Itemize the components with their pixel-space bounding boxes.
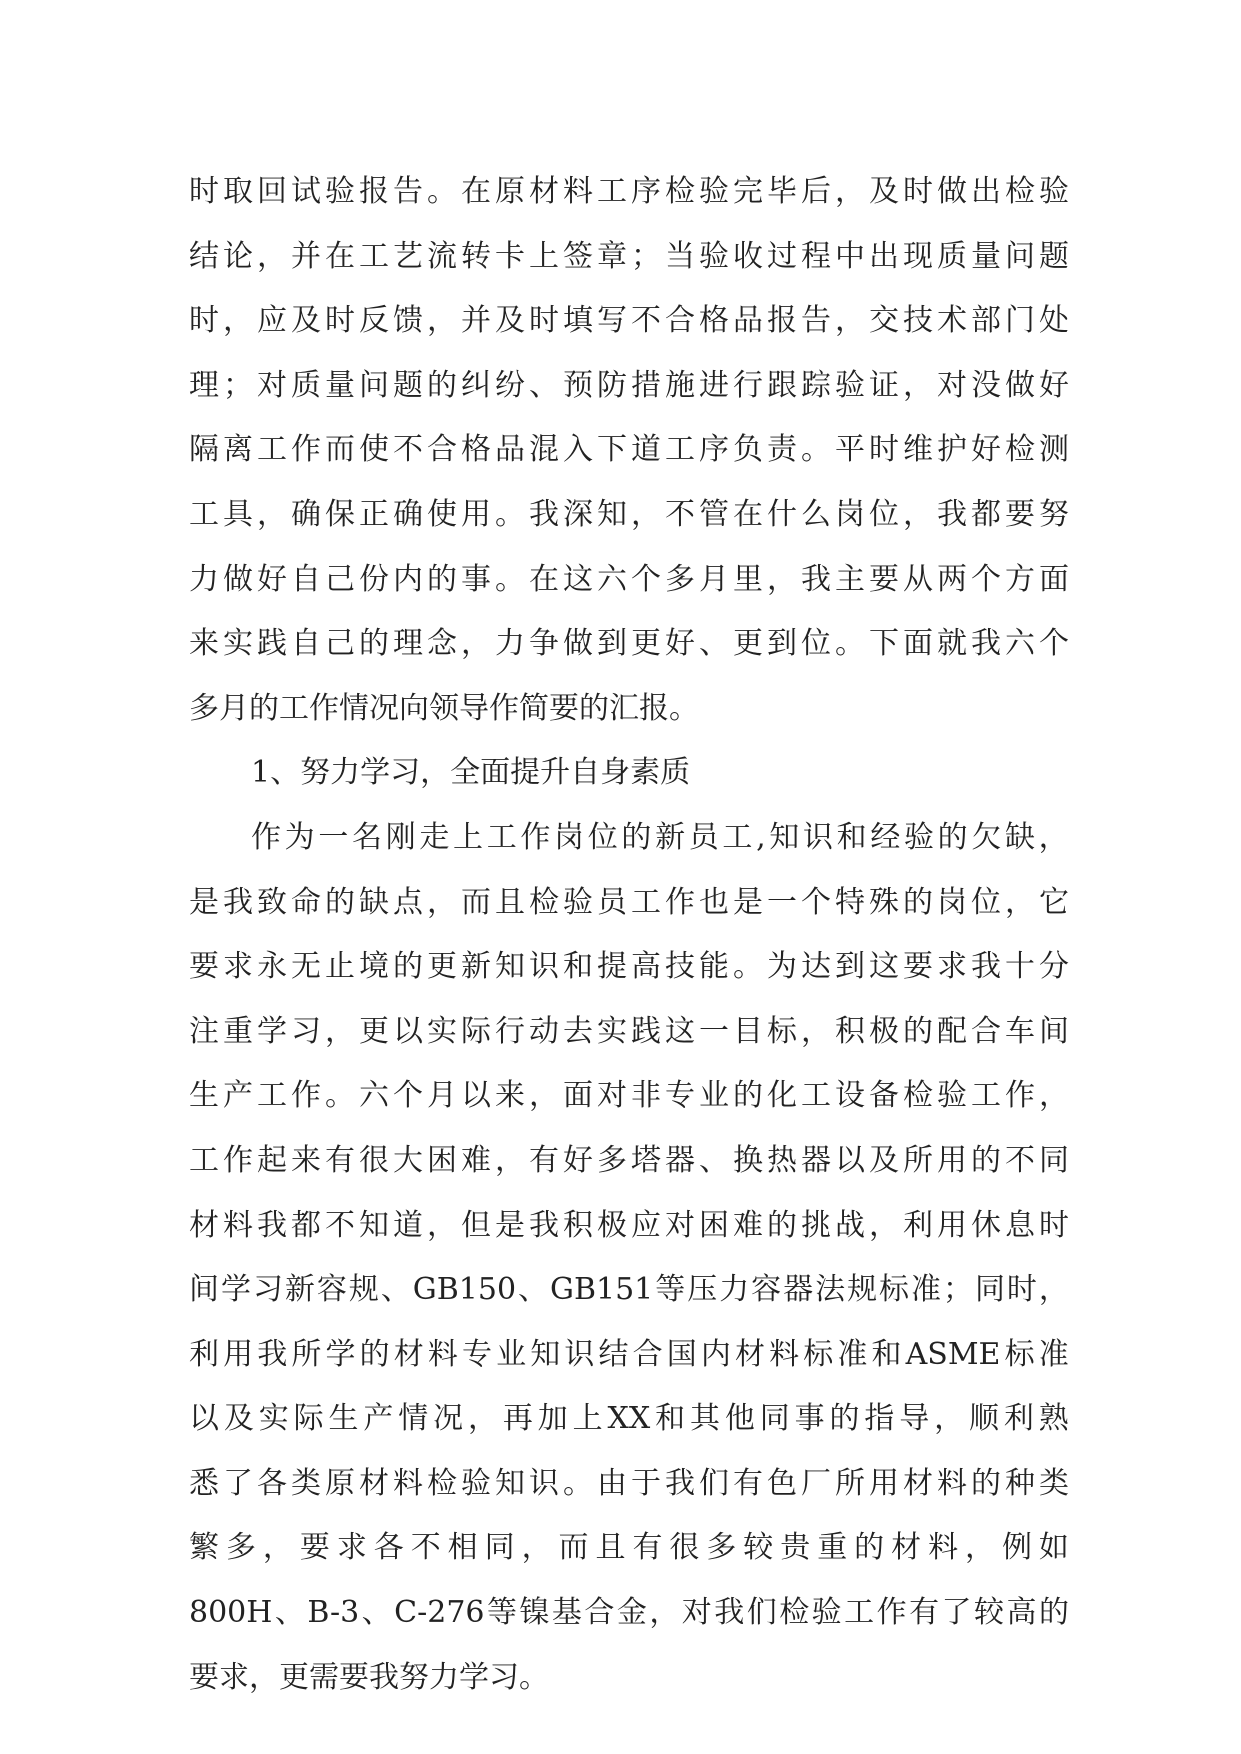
text-line: 工 具 ， 确 保 正 确 使 用 。 我 深 知 ， 不 管 在 什 么 岗 位 ， 我 都 要 努 <box>189 496 1069 532</box>
text-line: 注 重 学 习 ， 更 以 实 际 行 动 去 实 践 这 一 目 标 ， 积 极 的 配 合 车 间 <box>189 1013 1069 1049</box>
text-line: 要 求 永 无 止 境 的 更 新 知 识 和 提 高 技 能 。 为 达 到 这 要 求 我 十 分 <box>189 949 1069 985</box>
text-line: 繁 多 ， 要 求 各 不 相 同 ， 而 且 有 很 多 较 贵 重 的 材 料 ， 例 如 <box>189 1530 1069 1566</box>
text-line: 多月的工作情况向领导作简要的汇报。 <box>189 690 699 726</box>
text-line: 隔 离 工 作 而 使 不 合 格 品 混 入 下 道 工 序 负 责 。 平 时 维 护 好 检 测 <box>189 432 1069 468</box>
text-line: 力 做 好 自 己 份 内 的 事 。 在 这 六 个 多 月 里 ， 我 主 要 从 两 个 方 面 <box>189 561 1069 597</box>
text-line: 生 产 工 作 。 六 个 月 以 来 ， 面 对 非 专 业 的 化 工 设 备 检 验 工 作 ， <box>189 1078 1069 1114</box>
text-line: 悉 了 各 类 原 材 料 检 验 知 识 。 由 于 我 们 有 色 厂 所 用 材 料 的 种 类 <box>189 1465 1069 1501</box>
text-line: 作 为 一 名 刚 走 上 工 作 岗 位 的 新 员 工 , 知 识 和 经 验 的 欠 缺 ， <box>251 819 1069 855</box>
text-line: 理 ； 对 质 量 问 题 的 纠 纷 、 预 防 措 施 进 行 跟 踪 验 证 ， 对 没 做 好 <box>189 367 1069 403</box>
text-line: 工 作 起 来 有 很 大 困 难 ， 有 好 多 塔 器 、 换 热 器 以 及 所 用 的 不 同 <box>189 1142 1069 1178</box>
text-line: 材 料 我 都 不 知 道 ， 但 是 我 积 极 应 对 困 难 的 挑 战 ， 利 用 休 息 时 <box>189 1207 1069 1243</box>
section-heading: 1、努力学习，全面提升自身素质 <box>251 755 691 791</box>
text-line: 间 学 习 新 容 规 、 GB150 、 GB151 等 压 力 容 器 法 规 标 准 ； 同 时 ， <box>189 1272 1069 1308</box>
text-line: 时 ， 应 及 时 反 馈 ， 并 及 时 填 写 不 合 格 品 报 告 ， 交 技 术 部 门 处 <box>189 303 1069 339</box>
text-line: 是 我 致 命 的 缺 点 ， 而 且 检 验 员 工 作 也 是 一 个 特 殊 的 岗 位 ， 它 <box>189 884 1069 920</box>
body-text <box>189 160 1069 1710</box>
text-line: 800H 、 B-3 、 C-276 等 镍 基 合 金 ， 对 我 们 检 验 工 作 有 了 较 高 的 <box>189 1595 1069 1631</box>
text-line: 利 用 我 所 学 的 材 料 专 业 知 识 结 合 国 内 材 料 标 准 和 ASME 标 准 <box>189 1336 1069 1372</box>
text-line: 来 实 践 自 己 的 理 念 ， 力 争 做 到 更 好 、 更 到 位 。 下 面 就 我 六 个 <box>189 626 1069 662</box>
text-line: 时 取 回 试 验 报 告 。 在 原 材 料 工 序 检 验 完 毕 后 ， 及 时 做 出 检 验 <box>189 174 1069 209</box>
text-line: 结 论 ， 并 在 工 艺 流 转 卡 上 签 章 ； 当 验 收 过 程 中 出 现 质 量 问 题 <box>189 238 1069 274</box>
text-line: 以 及 实 际 生 产 情 况 ， 再 加 上 XX 和 其 他 同 事 的 指 导 ， 顺 利 熟 <box>189 1401 1069 1437</box>
text-line: 要求，更需要我努力学习。 <box>189 1659 549 1695</box>
